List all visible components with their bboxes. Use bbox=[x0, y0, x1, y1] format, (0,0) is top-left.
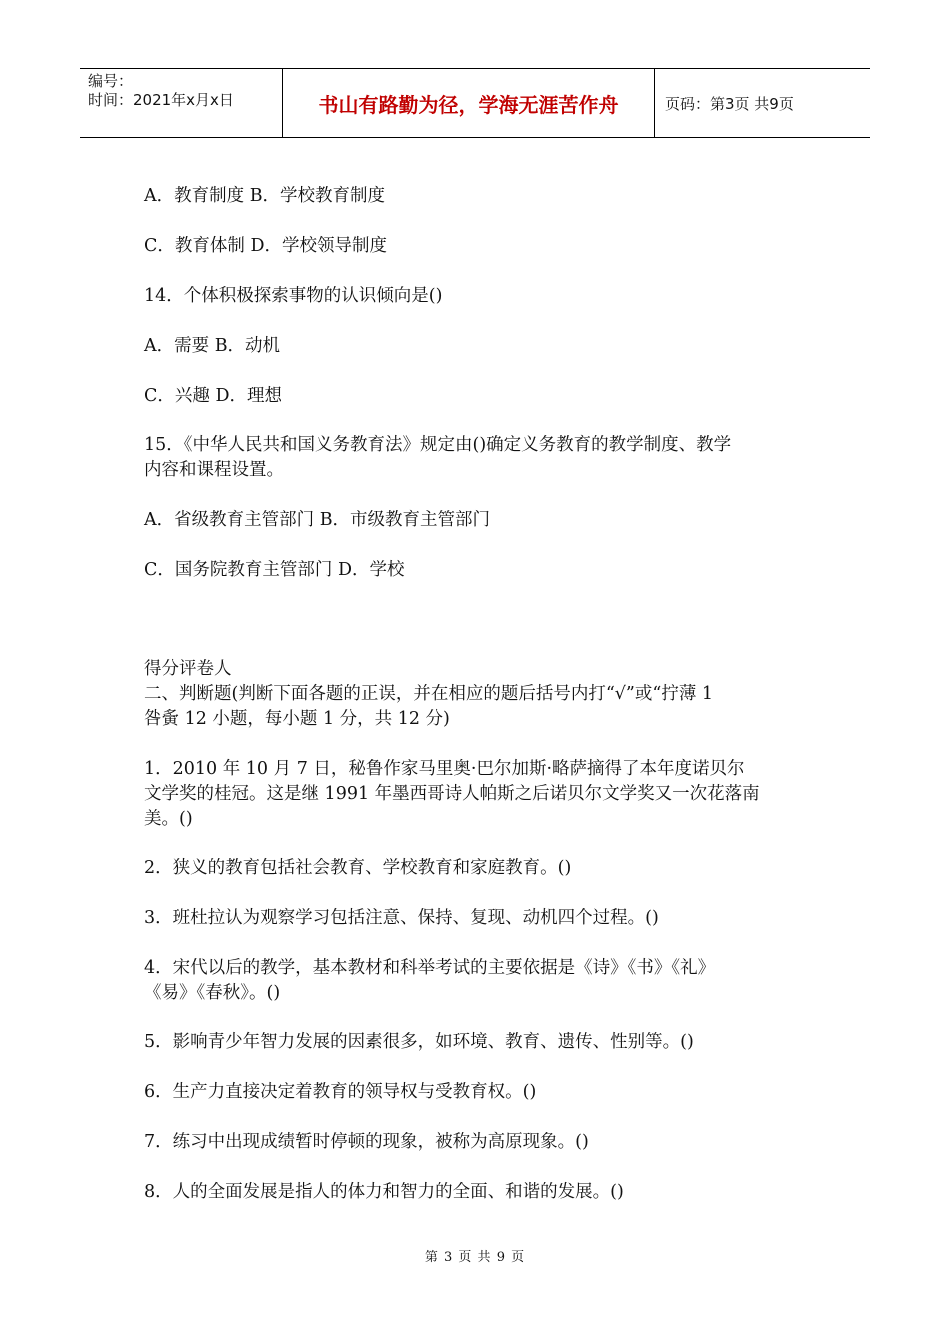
question-line: 《易》《春秋》。() bbox=[144, 983, 281, 1003]
date-label: 时间：2021年x月x日 bbox=[88, 91, 234, 109]
text-line: A．省级教育主管部门 B．市级教育主管部门 bbox=[144, 510, 491, 530]
question-line: 3．班杜拉认为观察学习包括注意、保持、复现、动机四个过程。() bbox=[144, 908, 659, 928]
question-line: 文学奖的桂冠。这是继 1991 年墨西哥诗人帕斯之后诺贝尔文学奖又一次花落南 bbox=[144, 784, 760, 804]
question-line: 6．生产力直接决定着教育的领导权与受教育权。() bbox=[144, 1082, 537, 1102]
page-info-text: 页码：第3页 共9页 bbox=[665, 94, 794, 113]
question-line: 5．影响青少年智力发展的因素很多，如环境、教育、遗传、性别等。() bbox=[144, 1032, 694, 1052]
text-line: C．教育体制 D．学校领导制度 bbox=[144, 236, 387, 256]
question-line: 14．个体积极探索事物的认识倾向是() bbox=[144, 286, 443, 306]
section-heading: 二、判断题(判断下面各题的正误，并在相应的题后括号内打“√”或“拧薄 1 bbox=[144, 684, 714, 704]
question-line: 美。() bbox=[144, 809, 193, 829]
motto-text: 书山有路勤为径，学海无涯苦作舟 bbox=[318, 92, 619, 117]
page-footer: 第 3 页 共 9 页 bbox=[424, 1250, 526, 1265]
text-line: A．教育制度 B．学校教育制度 bbox=[144, 186, 386, 206]
question-line: 8．人的全面发展是指人的体力和智力的全面、和谐的发展。() bbox=[144, 1182, 624, 1202]
text-line: C．兴趣 D．理想 bbox=[144, 386, 282, 406]
question-line: 内容和课程设置。 bbox=[144, 460, 284, 480]
question-line: 2．狭义的教育包括社会教育、学校教育和家庭教育。() bbox=[144, 858, 572, 878]
score-label: 得分评卷人 bbox=[144, 659, 232, 679]
question-line: 7．练习中出现成绩暂时停顿的现象，被称为高原现象。() bbox=[144, 1132, 589, 1152]
question-line: 4．宋代以后的教学，基本教材和科举考试的主要依据是《诗》《书》《礼》 bbox=[144, 958, 716, 978]
question-line: 15．《中华人民共和国义务教育法》规定由()确定义务教育的教学制度、教学 bbox=[144, 435, 732, 455]
section-heading: 咎夤 12 小题，每小题 1 分，共 12 分) bbox=[144, 709, 450, 729]
serial-number-label: 编号： bbox=[88, 72, 134, 90]
header-meta bbox=[80, 69, 283, 137]
header-page-info bbox=[655, 69, 870, 137]
text-line: A．需要 B．动机 bbox=[144, 336, 281, 356]
page-header bbox=[80, 68, 870, 138]
question-line: 1．2010 年 10 月 7 日，秘鲁作家马里奥·巴尔加斯·略萨摘得了本年度诺贝尔 bbox=[144, 759, 745, 779]
text-line: C．国务院教育主管部门 D．学校 bbox=[144, 560, 405, 580]
header-motto bbox=[283, 69, 655, 137]
